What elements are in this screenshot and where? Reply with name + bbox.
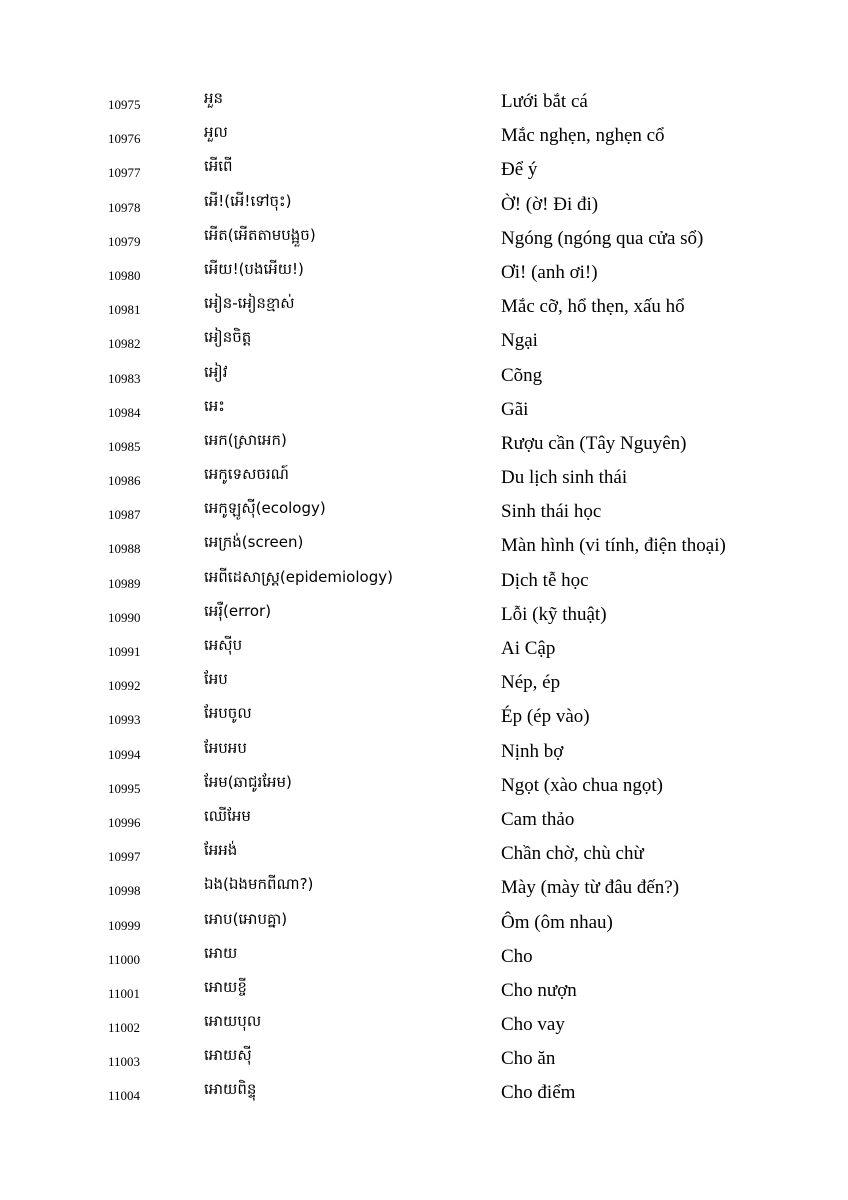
entry-row [0, 838, 848, 872]
vietnamese-translation: Cho ăn [501, 1048, 556, 1070]
entry-number: 10993 [108, 712, 141, 728]
entry-number: 10976 [108, 131, 141, 147]
entry-row [0, 907, 848, 941]
khmer-term: អេស៊ីប [204, 636, 243, 654]
khmer-term: អៀនចិត្ត [204, 328, 252, 347]
vietnamese-translation: Chần chờ, chù chừ [501, 843, 644, 865]
vietnamese-translation: Gãi [501, 398, 529, 420]
entry-number: 10998 [108, 883, 141, 899]
entry-row [0, 633, 848, 667]
vietnamese-translation: Cho vay [501, 1014, 565, 1036]
khmer-term: អែបអប [204, 738, 247, 757]
entry-number: 10983 [108, 370, 141, 386]
vietnamese-translation: Ngại [501, 330, 538, 352]
entry-row [0, 599, 848, 633]
entry-row [0, 770, 848, 804]
entry-number: 11002 [108, 1020, 141, 1036]
vietnamese-translation: Màn hình (vi tính, điện thoại) [501, 535, 726, 557]
entry-number: 10978 [108, 199, 141, 215]
entry-row [0, 667, 848, 701]
khmer-term: អេះ [204, 396, 225, 415]
khmer-term: អើពើ [204, 157, 233, 176]
entry-row [0, 530, 848, 564]
khmer-term: អេពីដេសាស្ត្រ(epidemiology) [204, 567, 393, 586]
entry-row [0, 941, 848, 975]
vietnamese-translation: Mắc cỡ, hổ thẹn, xấu hổ [501, 296, 685, 318]
entry-number: 10990 [108, 609, 141, 625]
khmer-term: អួល [204, 123, 228, 142]
khmer-term: អើយ!(បងអើយ!) [204, 259, 304, 278]
entry-row [0, 1009, 848, 1043]
entry-row [0, 872, 848, 906]
khmer-term: អែអង់ [204, 841, 238, 860]
entry-number: 10996 [108, 814, 141, 830]
vietnamese-translation: Rượu cần (Tây Nguyên) [501, 432, 687, 454]
vietnamese-translation: Mắc nghẹn, nghẹn cổ [501, 125, 665, 147]
entry-row [0, 325, 848, 359]
entry-row [0, 736, 848, 770]
vietnamese-translation: Ai Cập [501, 638, 556, 659]
vietnamese-translation: Dịch tễ học [501, 569, 589, 591]
entry-row [0, 701, 848, 735]
entry-row [0, 223, 848, 257]
vietnamese-translation: Nịnh bợ [501, 740, 564, 762]
entry-number: 10986 [108, 473, 141, 489]
vietnamese-translation: Cam thảo [501, 808, 575, 830]
khmer-term: អេរ៉ឺ(error) [204, 601, 272, 620]
entry-number: 11000 [108, 951, 141, 967]
khmer-term: អែម(ឆាជូរអែម) [204, 772, 292, 791]
entry-number: 10988 [108, 541, 141, 557]
entry-number: 10980 [108, 267, 141, 283]
entry-number: 10991 [108, 644, 141, 659]
entry-row [0, 120, 848, 154]
entry-number: 10997 [108, 849, 141, 865]
entry-list [0, 86, 848, 1112]
khmer-term: អោយពិន្ទុ [204, 1080, 257, 1099]
khmer-term: អៀវ [204, 362, 228, 381]
khmer-term: ឯង(ឯងមកពីណា?) [204, 875, 314, 894]
khmer-term: អេកូឡូស៊ី(ecology) [204, 499, 326, 518]
entry-number: 11001 [108, 985, 141, 1001]
khmer-term: អេក(ស្រាអេក) [204, 430, 287, 449]
vietnamese-translation: Lưới bắt cá [501, 91, 588, 112]
vietnamese-translation: Để ý [501, 159, 538, 181]
entry-row [0, 257, 848, 291]
entry-number: 10975 [108, 97, 141, 112]
vietnamese-translation: Sinh thái học [501, 501, 602, 523]
entry-number: 10992 [108, 678, 141, 694]
vietnamese-translation: Cho điểm [501, 1082, 576, 1104]
khmer-term: អោយស៊ី [204, 1046, 252, 1065]
vietnamese-translation: Ngọt (xào chua ngọt) [501, 774, 663, 796]
vietnamese-translation: Ơi! (anh ơi!) [501, 261, 598, 283]
khmer-term: ឈើអែម [204, 806, 251, 825]
entry-row [0, 975, 848, 1009]
entry-number: 10995 [108, 780, 141, 796]
entry-row [0, 428, 848, 462]
vietnamese-translation: Ép (ép vào) [501, 706, 590, 728]
khmer-term: អែប [204, 670, 228, 689]
entry-row [0, 496, 848, 530]
entry-row [0, 565, 848, 599]
entry-row [0, 1077, 848, 1111]
entry-number: 10985 [108, 438, 141, 454]
entry-row [0, 189, 848, 223]
khmer-term: អោយបុល [204, 1012, 262, 1031]
khmer-term: អោយខ្ចី [204, 977, 247, 996]
khmer-term: អោប(អោបគ្នា) [204, 909, 288, 928]
entry-number: 10981 [108, 302, 141, 318]
khmer-term: អេក្រង់(screen) [204, 533, 304, 552]
entry-number: 10994 [108, 746, 141, 762]
khmer-term: អើ!(អើ!ទៅចុះ) [204, 191, 292, 210]
vietnamese-translation: Ôm (ôm nhau) [501, 911, 613, 933]
khmer-term: អេកូទេសចរណ៍ [204, 465, 289, 484]
entry-number: 10999 [108, 917, 141, 933]
entry-row [0, 462, 848, 496]
entry-number: 10979 [108, 233, 141, 249]
vietnamese-translation: Cho [501, 945, 533, 967]
entry-row [0, 394, 848, 428]
entry-number: 10982 [108, 336, 141, 352]
entry-row [0, 86, 848, 120]
khmer-term: អោយ [204, 943, 238, 962]
vietnamese-translation: Mày (mày từ đâu đến?) [501, 877, 680, 899]
khmer-term: អើត(អើតតាមបង្អួច) [204, 225, 316, 244]
vietnamese-translation: Ờ! (ờ! Đi đi) [501, 193, 599, 215]
vietnamese-translation: Du lịch sinh thái [501, 467, 628, 489]
vietnamese-translation: Cho nượn [501, 979, 577, 1001]
entry-row [0, 291, 848, 325]
khmer-term: អួន [204, 89, 224, 107]
entry-row [0, 360, 848, 394]
entry-number: 10977 [108, 165, 141, 181]
entry-number: 10987 [108, 507, 141, 523]
entry-row [0, 154, 848, 188]
entry-number: 10989 [108, 575, 141, 591]
vietnamese-translation: Ngóng (ngóng qua cửa sổ) [501, 227, 704, 249]
entry-number: 11004 [108, 1088, 141, 1104]
vietnamese-translation: Nép, ép [501, 672, 561, 694]
entry-row [0, 804, 848, 838]
entry-number: 10984 [108, 404, 141, 420]
entry-number: 11003 [108, 1054, 141, 1070]
khmer-term: អែបចូល [204, 704, 252, 723]
entry-row [0, 1043, 848, 1077]
vietnamese-translation: Lỗi (kỹ thuật) [501, 603, 607, 625]
khmer-term: អៀន-អៀនខ្មាស់ [204, 294, 295, 313]
vietnamese-translation: Cõng [501, 364, 543, 386]
